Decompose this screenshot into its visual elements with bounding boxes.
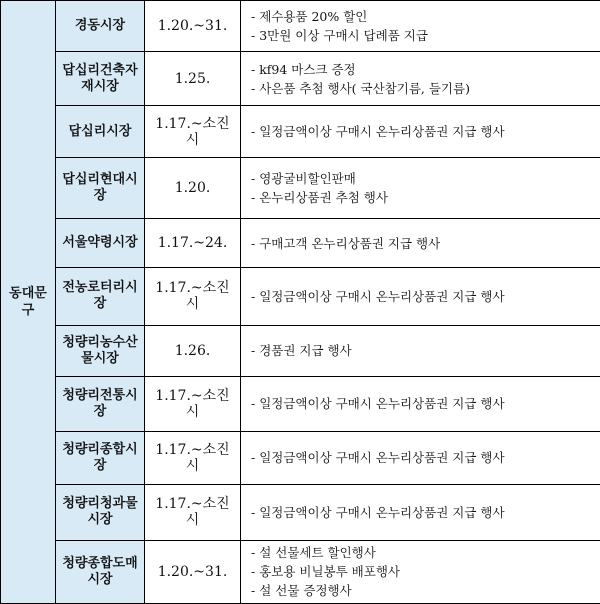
event-line: - 홍보용 비닐봉투 배포행사 [251,564,400,580]
market-name: 답십리시장 [56,106,145,158]
event-line: - 구매고객 온누리상품권 지급 행사 [251,235,441,251]
table-row [1,1,600,52]
event-details [241,52,600,106]
event-details [241,325,600,376]
event-period: 1.17.~소진시 [145,268,241,325]
event-line: - 일정금액이상 구매시 온누리상품권 지급 행사 [251,396,505,412]
market-name: 경동시장 [56,1,145,52]
table-row [1,484,600,540]
table-row [1,376,600,431]
event-period: 1.20. [145,158,241,219]
market-name: 전농로터리시장 [56,268,145,325]
district-cell: 동대문구 [1,1,56,604]
event-period: 1.26. [145,325,241,376]
event-line: - 3만원 이상 구매시 답례품 지급 [251,28,428,44]
market-name: 답십리현대시장 [56,158,145,219]
table-row [1,158,600,219]
event-period: 1.20.~31. [145,1,241,52]
event-line: - 일정금액이상 구매시 온누리상품권 지급 행사 [251,124,505,140]
table-row [1,540,600,603]
table-row [1,268,600,325]
event-line: - 일정금액이상 구매시 온누리상품권 지급 행사 [251,504,505,520]
event-period: 1.17.~소진시 [145,376,241,431]
event-details [241,158,600,219]
event-period: 1.17.~소진시 [145,431,241,484]
table-row [1,219,600,268]
event-details [241,431,600,484]
event-details [241,1,600,52]
event-details [241,268,600,325]
market-name: 청량리청과물시장 [56,484,145,540]
event-period: 1.17.~소진시 [145,484,241,540]
market-name: 청량리농수산물시장 [56,325,145,376]
market-name: 청량리전통시장 [56,376,145,431]
event-details [241,106,600,158]
event-line: - 일정금액이상 구매시 온누리상품권 지급 행사 [251,288,505,304]
event-details [241,219,600,268]
table-row [1,106,600,158]
event-details [241,376,600,431]
event-period: 1.20.~31. [145,540,241,603]
event-details [241,484,600,540]
table-row [1,52,600,106]
market-name: 청량리종합시장 [56,431,145,484]
event-line: - 설 선물세트 할인행사 [251,545,376,561]
event-line: - 경품권 지급 행사 [251,343,352,359]
event-line: - kf94 마스크 증정 [251,61,356,77]
market-name: 서울약령시장 [56,219,145,268]
event-line: - 영광굴비할인판매 [251,171,356,187]
table-row [1,431,600,484]
market-name: 답십리건축자재시장 [56,52,145,106]
market-name: 청량종합도매시장 [56,540,145,603]
event-period: 1.17.~소진시 [145,106,241,158]
table-row [1,325,600,376]
event-period: 1.25. [145,52,241,106]
event-line: - 온누리상품권 추첨 행사 [251,190,388,206]
event-period: 1.17.~24. [145,219,241,268]
event-line: - 일정금액이상 구매시 온누리상품권 지급 행사 [251,450,505,466]
event-details [241,540,600,603]
event-line: - 제수용품 20% 할인 [251,9,368,25]
event-line: - 사은품 추첨 행사( 국산참기름, 들기름) [251,80,470,96]
event-line: - 설 선물 증정행사 [251,583,352,599]
